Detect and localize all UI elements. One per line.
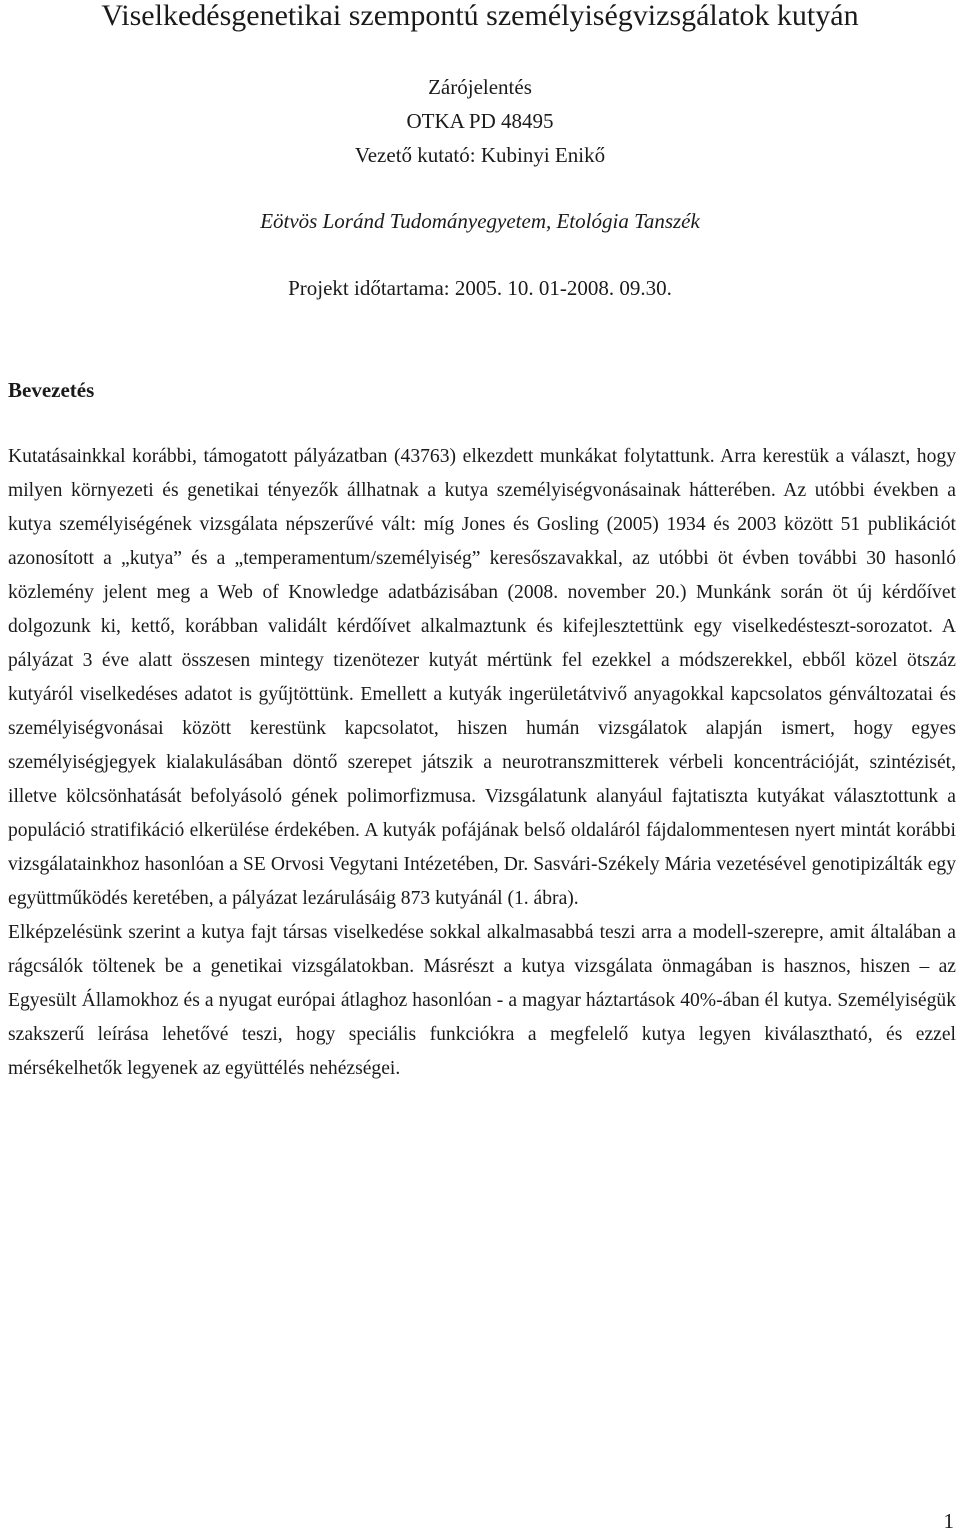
- page-number: 1: [943, 1509, 954, 1533]
- institution: Eötvös Loránd Tudományegyetem, Etológia Tanszék: [260, 209, 700, 233]
- paragraph: Elképzelésünk szerint a kutya fajt társas viselkedése sokkal alkalmasabbá teszi arra a modell-szerepre, amit általában a rágcsálók töltenek be a genetikai vizsgálatokban. Másrészt a kutya vizsgálata önmagában is hasznos, hiszen – az Egyesült Államokhoz és a nyugat európai átlaghoz hasonlóan - a magyar háztartások 40%-ában él kutya. Személyiségük szakszerű leírása lehetővé teszi, hogy speciális funkciókra a megfelelő kutya legyen kiválasztható, és ezzel mérsékelhetők legyenek az együttélés nehézségei.: [8, 922, 956, 1079]
- report-type: Zárójelentés: [428, 75, 532, 99]
- paragraph: Kutatásainkkal korábbi, támogatott pályázatban (43763) elkezdett munkákat folytattunk. Arra kerestük a választ, hogy milyen környezeti és genetikai tényezők állhatnak a kutya személyiségvonásainak hátterében. Az utóbbi években a kutya személyiségének vizsgálata népszerűvé vált: míg Jones és Gosling (2005) 1934 és 2003 között 51 publikációt azonosított a „kutya” és a „temperamentum/személyiség” keresőszavakkal, az utóbbi öt évben további 30 hasonló közlemény jelent meg a Web of Knowledge adatbázisában (2008. november 20.) Munkánk során öt új kérdőívet dolgozunk ki, kettő, korábban validált kérdőívet alkalmaztunk és kifejlesztettünk egy viselkedésteszt-sorozatot. A pályázat 3 éve alatt összesen mintegy tizenötezer kutyát mértünk fel ezekkel a módszerekkel, ebből közel ötszáz kutyáról viselkedéses adatot is gyűjtöttünk. Emellett a kutyák ingerületátvivő anyagokkal kapcsolatos génváltozatai és személyiségvonásai között kerestünk kapcsolatot, hiszen humán vizsgálatok alapján ismert, hogy egyes személyiségjegyek kialakulásában döntő szerepet játszik a neurotranszmitterek vérbeli koncentrációját, szintézisét, illetve kölcsönhatását befolyásoló gének polimorfizmusa. Vizsgálatunk alanyául fajtatiszta kutyákat választottunk a populáció stratifikáció elkerülése érdekében. A kutyák pofájának belső oldaláról fájdalommentesen nyert mintát korábbi vizsgálatainkhoz hasonlóan a SE Orvosi Vegytani Intézetében, Dr. Sasvári-Székely Mária vezetésével genotipizálták egy együttműködés keretében, a pályázat lezárulásáig 873 kutyánál (1. ábra).: [8, 446, 956, 909]
- section-heading-introduction: Bevezetés: [8, 378, 95, 402]
- lead-researcher: Vezető kutató: Kubinyi Enikő: [354, 143, 606, 167]
- introduction-body: [8, 440, 956, 1086]
- grant-id: OTKA PD 48495: [406, 109, 554, 133]
- project-duration: Projekt időtartama: 2005. 10. 01-2008. 09.30.: [288, 276, 672, 300]
- document-title: Viselkedésgenetikai szempontú személyiségvizsgálatok kutyán: [101, 0, 859, 32]
